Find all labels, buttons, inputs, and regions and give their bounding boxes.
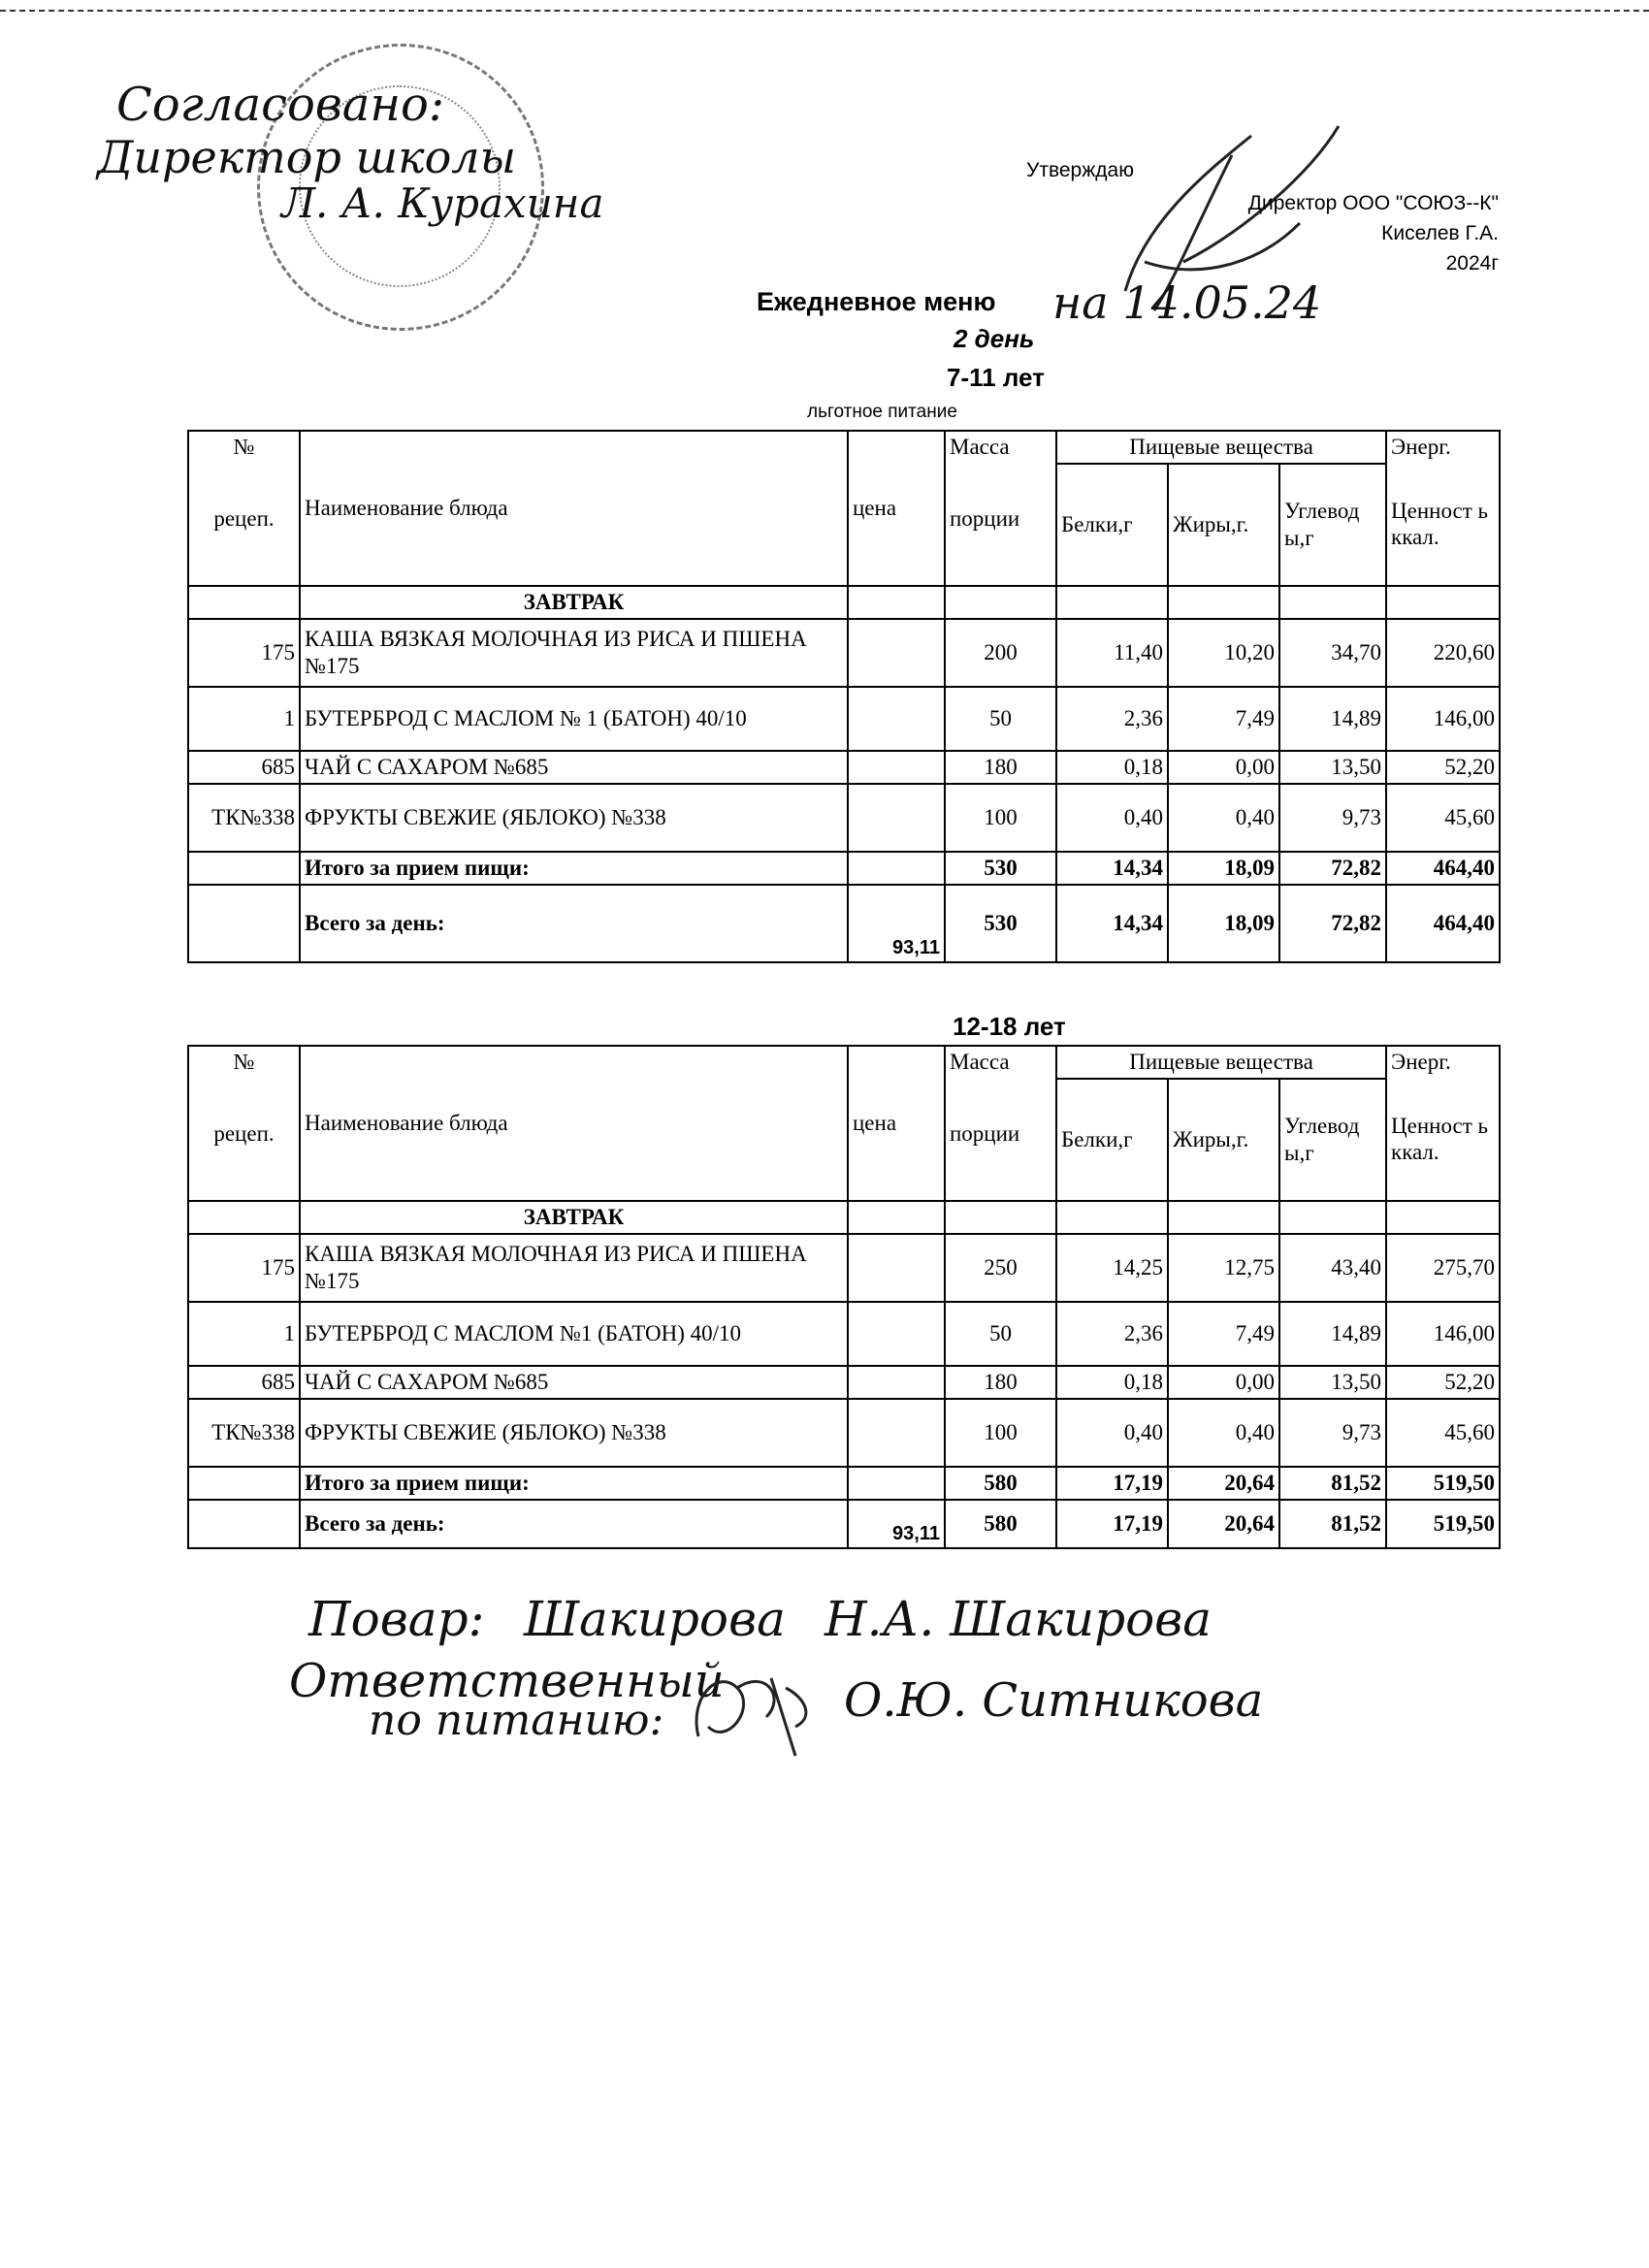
- approve-right-line2: Киселев Г.А.: [1381, 222, 1499, 244]
- col-price-header: цена: [848, 1046, 945, 1201]
- table-row: 685 ЧАЙ С САХАРОМ №685 180 0,18 0,00 13,50 52,20: [188, 751, 1500, 784]
- col-price-header: цена: [848, 431, 945, 586]
- age-group-1: 7-11 лет: [947, 363, 1045, 392]
- menu-table-7-11: [187, 430, 1501, 963]
- total-row: Всего за день: 93,11 530 14,34 18,09 72,82 464,40: [188, 885, 1500, 962]
- total-row: Всего за день: 93,11 580 17,19 20,64 81,52 519,50: [188, 1500, 1500, 1548]
- menu-table-12-18: [187, 1045, 1501, 1549]
- responsible-signature: [679, 1659, 824, 1766]
- responsible-label-line2: по питанию:: [369, 1696, 664, 1745]
- col-num-header: № рецеп.: [188, 431, 300, 586]
- col-mass-header: Масса порции: [945, 431, 1056, 586]
- table-row: 685 ЧАЙ С САХАРОМ №685 180 0,18 0,00 13,50 52,20: [188, 1366, 1500, 1399]
- subtitle: льготное питание: [807, 402, 957, 422]
- approved-left-line1: Согласовано:: [116, 78, 445, 132]
- col-name-header: Наименование блюда: [300, 431, 848, 586]
- col-num-header: № рецеп.: [188, 1046, 300, 1201]
- table-row: 1 БУТЕРБРОД С МАСЛОМ № 1 (БАТОН) 40/10 50 2,36 7,49 14,89 146,00: [188, 687, 1500, 751]
- responsible-label-line1: Ответственный: [289, 1654, 725, 1708]
- scan-top-border: [0, 10, 1649, 12]
- col-energy-header: Энерг. Ценност ь ккал.: [1386, 1046, 1500, 1201]
- section-title: ЗАВТРАК: [300, 586, 848, 619]
- col-energy-header: Энерг. Ценност ь ккал.: [1386, 431, 1500, 586]
- approved-left-line3: Л. А. Курахина: [281, 179, 604, 227]
- approve-right-line1: Директор ООО "СОЮЗ--К": [1247, 192, 1499, 214]
- col-mass-header: Масса порции: [945, 1046, 1056, 1201]
- title-date-handwritten: на 14.05.24: [1052, 276, 1322, 329]
- approve-right-label: Утверждаю: [1026, 159, 1134, 181]
- col-carbs-header: Углевод ы,г: [1279, 1079, 1386, 1201]
- col-name-header: Наименование блюда: [300, 1046, 848, 1201]
- table-row: 175 КАША ВЯЗКАЯ МОЛОЧНАЯ ИЗ РИСА И ПШЕНА №175 200 11,40 10,20 34,70 220,60: [188, 619, 1500, 687]
- approve-right-line3: 2024г: [1445, 252, 1499, 275]
- page-title: Ежедневное меню: [757, 287, 996, 316]
- subtotal-row: Итого за прием пищи: 580 17,19 20,64 81,52 519,50: [188, 1467, 1500, 1500]
- subtotal-row: Итого за прием пищи: 530 14,34 18,09 72,82 464,40: [188, 852, 1500, 885]
- day-label: 2 день: [954, 324, 1035, 353]
- table-row: ТК№338 ФРУКТЫ СВЕЖИЕ (ЯБЛОКО) №338 100 0,40 0,40 9,73 45,60: [188, 1399, 1500, 1467]
- col-nutrients-header: Пищевые вещества: [1056, 431, 1386, 464]
- col-nutrients-header: Пищевые вещества: [1056, 1046, 1386, 1079]
- col-fat-header: Жиры,г.: [1168, 1079, 1279, 1201]
- col-protein-header: Белки,г: [1056, 1079, 1168, 1201]
- col-protein-header: Белки,г: [1056, 464, 1168, 586]
- table-row: 1 БУТЕРБРОД С МАСЛОМ №1 (БАТОН) 40/10 50 2,36 7,49 14,89 146,00: [188, 1302, 1500, 1366]
- age-group-2: 12-18 лет: [953, 1012, 1066, 1041]
- section-title: ЗАВТРАК: [300, 1201, 848, 1234]
- cook-signature: Шакирова: [524, 1591, 786, 1647]
- cook-name: Н.А. Шакирова: [824, 1591, 1212, 1647]
- table-row: 175 КАША ВЯЗКАЯ МОЛОЧНАЯ ИЗ РИСА И ПШЕНА №175 250 14,25 12,75 43,40 275,70: [188, 1234, 1500, 1302]
- col-fat-header: Жиры,г.: [1168, 464, 1279, 586]
- table-row: ТК№338 ФРУКТЫ СВЕЖИЕ (ЯБЛОКО) №338 100 0,40 0,40 9,73 45,60: [188, 784, 1500, 852]
- col-carbs-header: Углевод ы,г: [1279, 464, 1386, 586]
- cook-label: Повар:: [308, 1591, 485, 1647]
- approved-left-line2: Директор школы: [97, 131, 517, 183]
- responsible-name: О.Ю. Ситникова: [844, 1673, 1264, 1728]
